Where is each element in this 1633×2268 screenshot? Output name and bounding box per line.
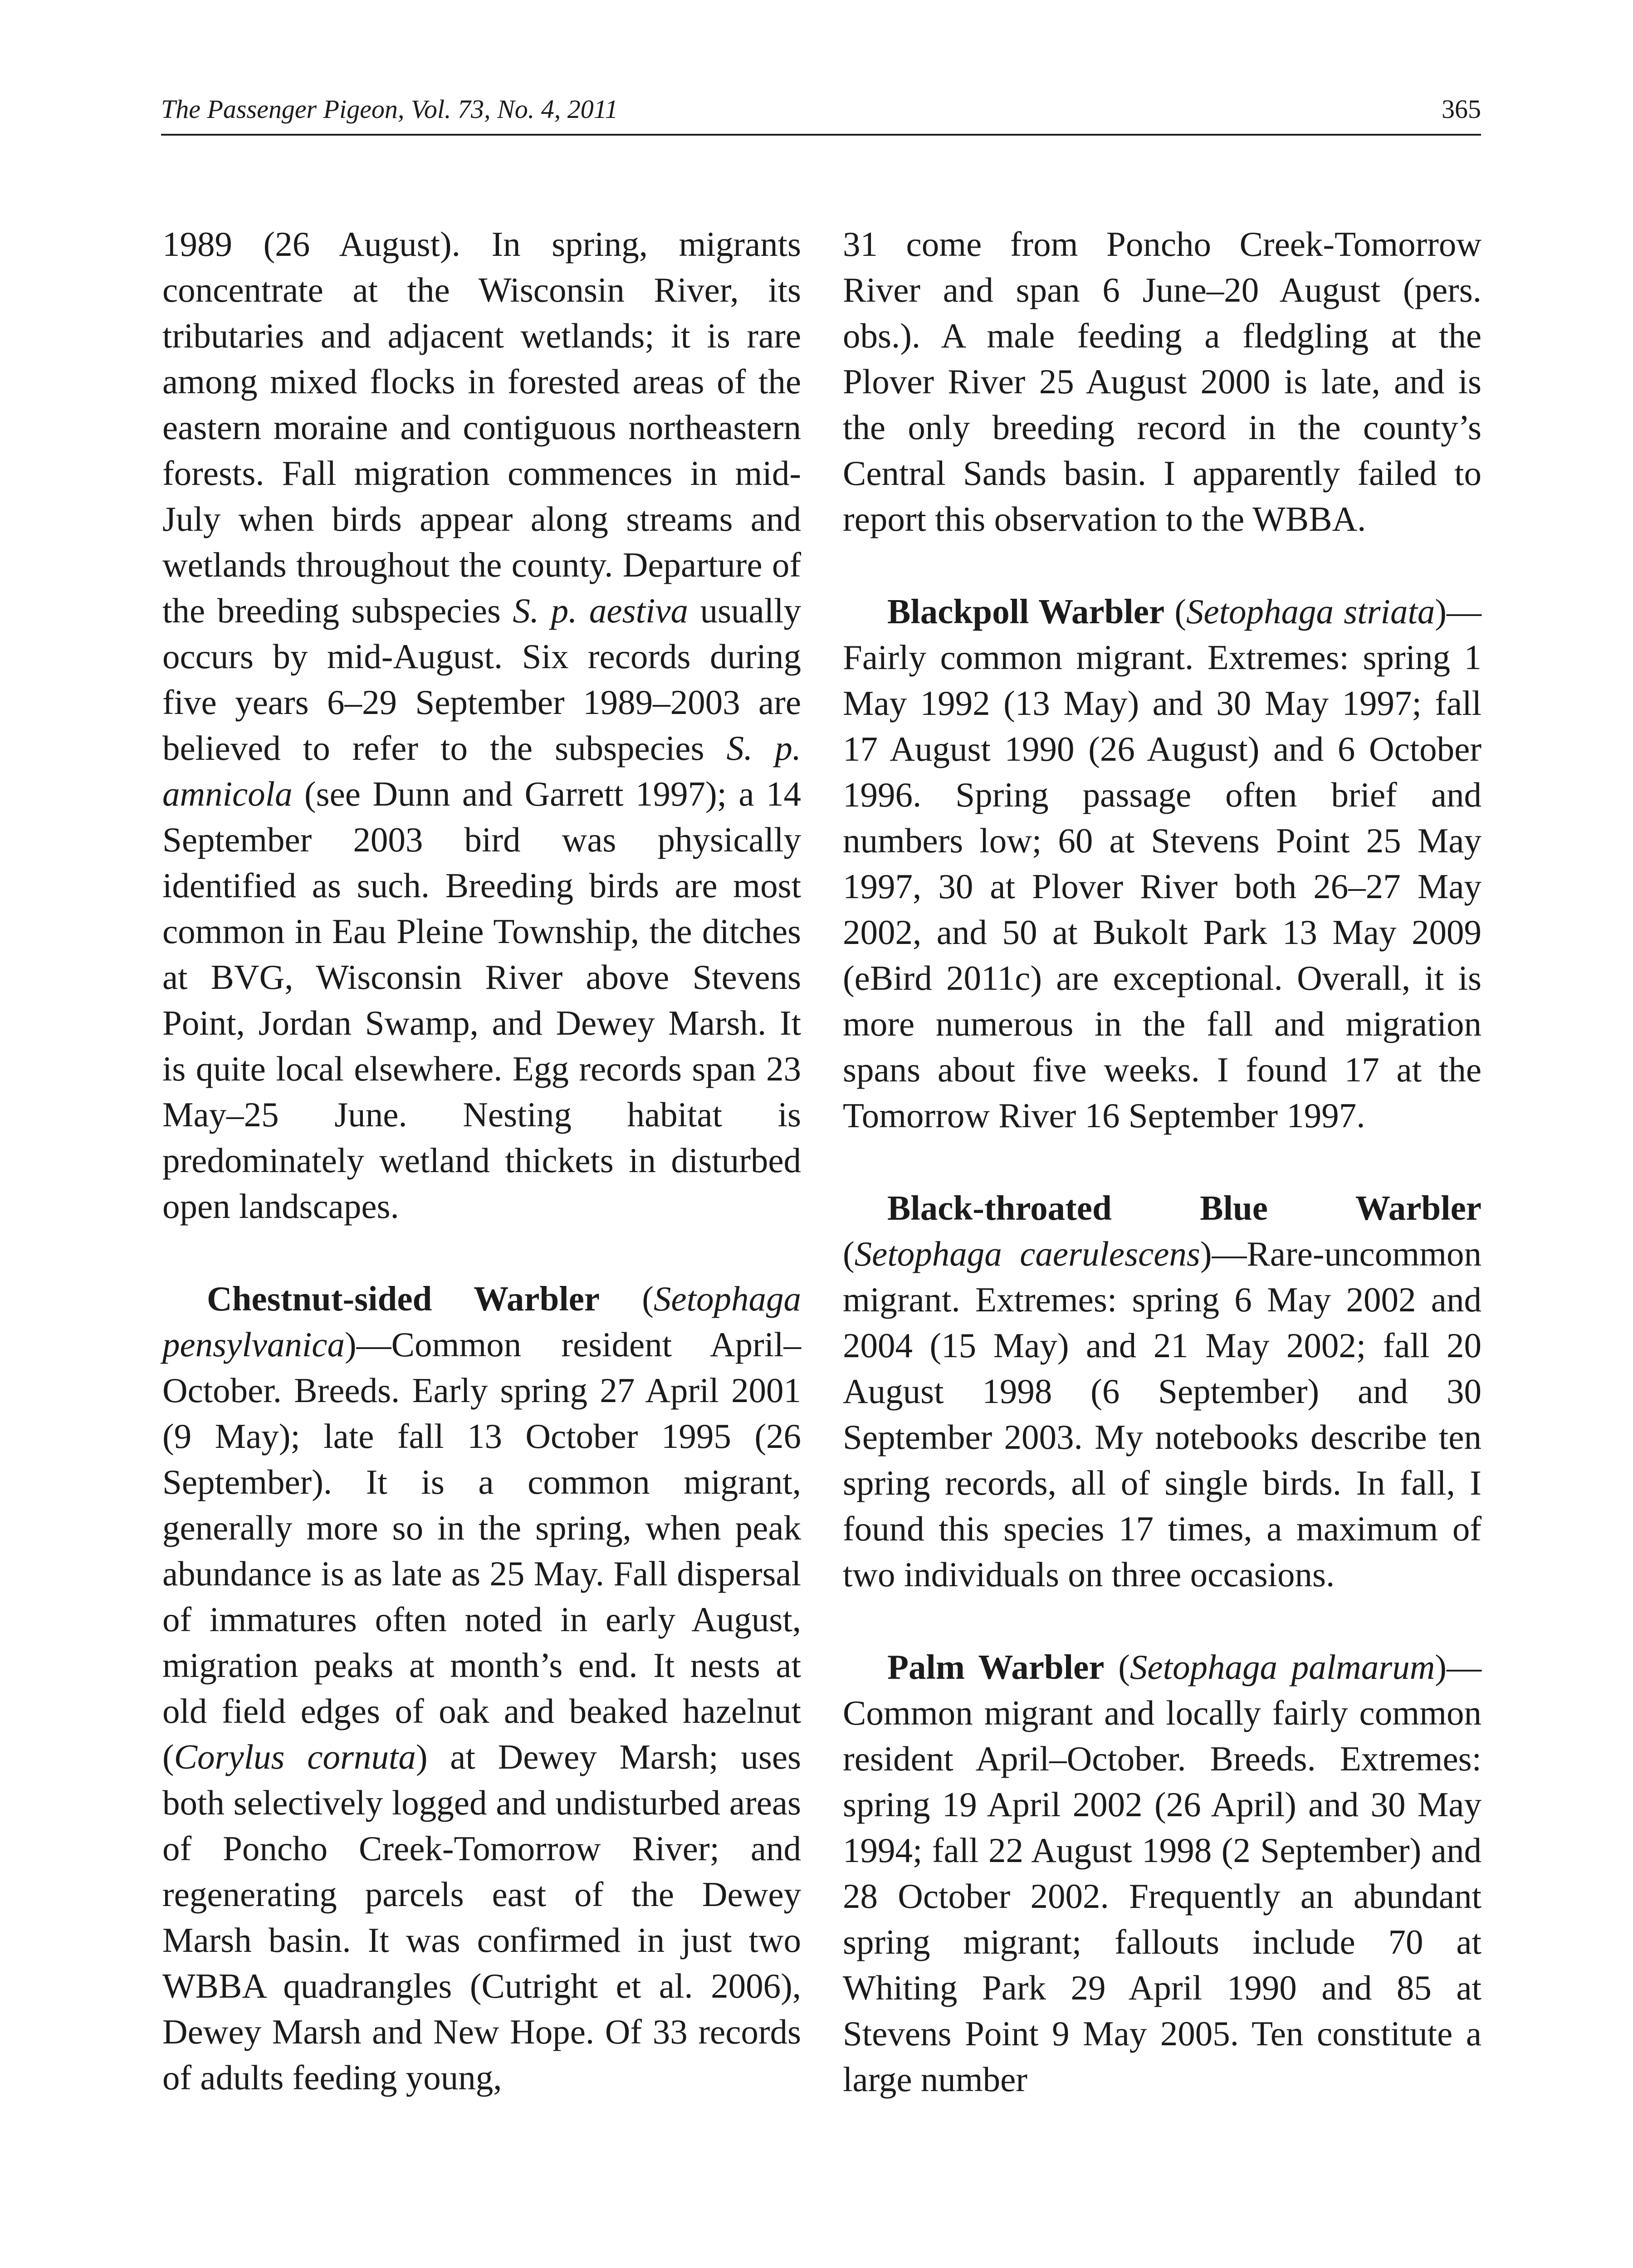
species-name: Black-throated Blue Warbler (887, 1188, 1481, 1227)
body-text: 31 come from Poncho Creek-Tomorrow River and span 6 June–20 August (pers. obs.). A male feeding a fledgling at the Plover River 25 August 2000 is late, and is the only breeding record in the county’s Central Sands basin. I apparently failed to report this observation to the WBBA. (843, 225, 1481, 538)
body-text: (see Dunn and Garrett 1997); a 14 September 2003 bird was physically identified as such. Breeding birds are most common in Eau Pleine Township, the ditches at BVG, Wisconsin River above Stevens Point, Jordan Swamp, and Dewey Marsh. It is quite local elsewhere. Egg records span 23 May–25 June. Nesting habitat is predominately wetland thickets in disturbed open landscapes. (162, 774, 801, 1226)
journal-title: The Passenger Pigeon, Vol. 73, No. 4, 2011 (161, 94, 618, 124)
subspecies-name: S. p. amnicola (162, 728, 802, 813)
species-account-palm (843, 1644, 1481, 2102)
plant-scientific-name: Corylus cornuta (174, 1737, 416, 1776)
species-name: Palm Warbler (887, 1647, 1105, 1686)
body-text: ) at Dewey Marsh; uses both selectively logged and undisturbed areas of Poncho Creek-Tomorrow River; and regenerating parcels east of the Dewey Marsh basin. It was confirmed in just two WBBA quadrangles (Cutright et al. 2006), Dewey Marsh and New Hope. Of 33 records of adults feeding young, (162, 1737, 801, 2097)
body-text: 1989 (26 August). In spring, migrants concentrate at the Wisconsin River, its tributaries and adjacent wetlands; it is rare among mixed flocks in forested areas of the eastern moraine and contiguous northeastern forests. Fall migration commences in mid-July when birds appear along streams and wetlands throughout the county. Departure of the breeding subspecies (162, 225, 801, 630)
species-account-black-throated-blue (843, 1185, 1481, 1598)
scientific-name: Setophaga palmarum (1129, 1647, 1435, 1686)
paragraph-continued (843, 221, 1481, 542)
scientific-name: Setophaga caerulescens (854, 1234, 1200, 1273)
subspecies-name: S. p. aestiva (513, 591, 689, 630)
body-text: )—Fairly common migrant. Extremes: spring 1 May 1992 (13 May) and 30 May 1997; fall 17 August 1990 (26 August) and 6 October 1996. Spring passage often brief and numbers low; 60 at Stevens Point 25 May 1997, 30 at Plover River both 26–27 May 2002, and 50 at Bukolt Park 13 May 2009 (eBird 2011c) are exceptional. Overall, it is more numerous in the fall and migration spans about five weeks. I found 17 at the Tomorrow River 16 September 1997. (843, 592, 1481, 1135)
species-name: Chestnut-sided Warbler (207, 1279, 600, 1318)
species-name: Blackpoll Warbler (887, 592, 1165, 631)
body-text: )—Common migrant and locally fairly common resident April–October. Breeds. Extremes: spring 19 April 2002 (26 April) and 30 May 1994; fall 22 August 1998 (2 September) and 28 October 2002. Frequently an abundant spring migrant; fallouts include 70 at Whiting Park 29 April 1990 and 85 at Stevens Point 9 May 2005. Ten constitute a large number (843, 1647, 1481, 2099)
scientific-name: Setophaga pensylvanica (162, 1279, 801, 1364)
paren-open: ( (1104, 1647, 1130, 1686)
right-column (843, 221, 1481, 2149)
running-head (161, 84, 1481, 136)
paragraph-continued (162, 221, 801, 1229)
left-column (162, 221, 801, 2147)
body-text: )—Common resident April–October. Breeds. Early spring 27 April 2001 (9 May); late fall 13 October 1995 (26 September). It is a common migrant, generally more so in the spring, when peak abundance is as late as 25 May. Fall dispersal of immatures often noted in early August, migration peaks at month’s end. It nests at old field edges of oak and beaked hazelnut ( (162, 1325, 801, 1776)
paren-open: ( (600, 1279, 654, 1318)
scientific-name: Setophaga striata (1186, 592, 1435, 631)
species-account-chestnut-sided (162, 1276, 801, 2101)
species-account-blackpoll (843, 589, 1481, 1139)
body-text: usually occurs by mid-August. Six records during five years 6–29 September 1989–2003 are believed to refer to the subspecies (162, 591, 802, 767)
page-number: 365 (1442, 94, 1481, 124)
paren-open: ( (1164, 592, 1186, 631)
body-text: )—Rare-uncommon migrant. Extremes: spring 6 May 2002 and 2004 (15 May) and 21 May 2002; fall 20 August 1998 (6 September) and 30 September 2003. My notebooks describe ten spring records, all of single birds. In fall, I found this species 17 times, a maximum of two individuals on three occasions. (843, 1234, 1481, 1594)
paren-open: ( (843, 1234, 855, 1273)
